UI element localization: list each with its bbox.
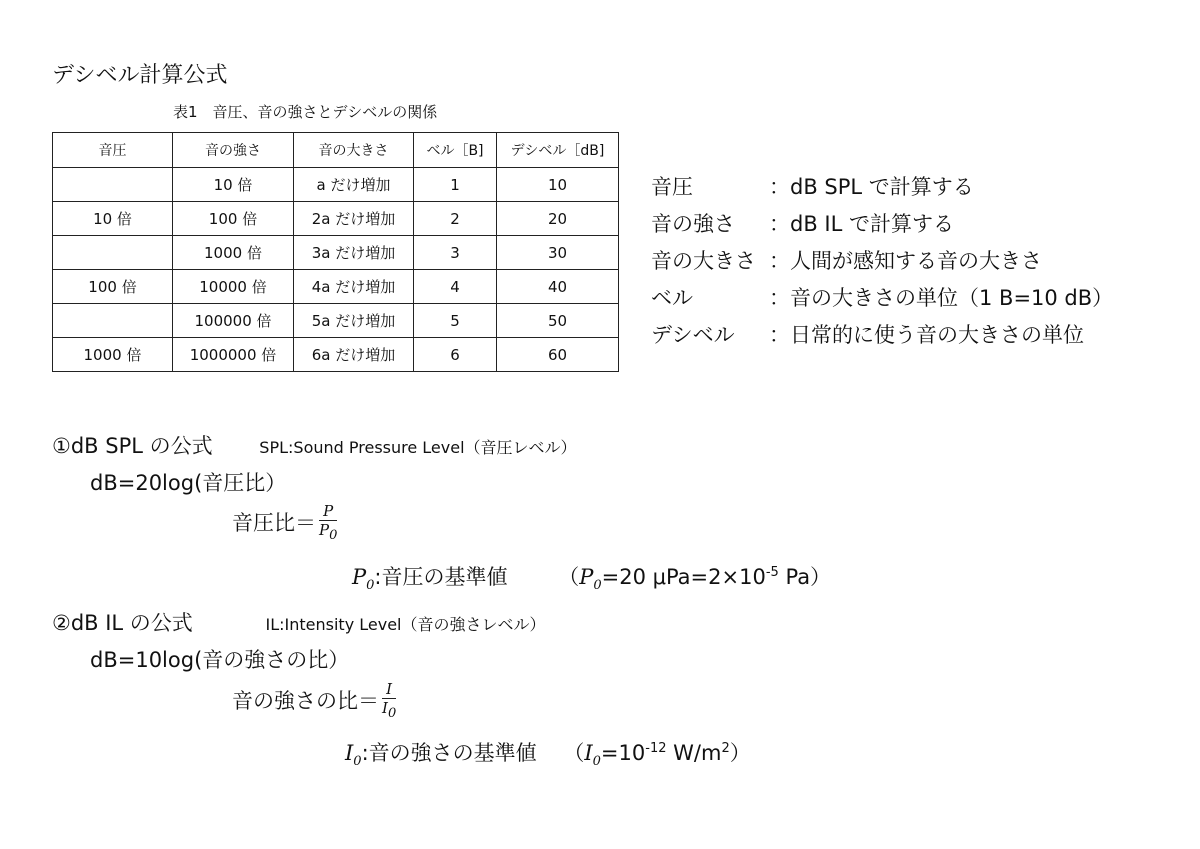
document-title: デシベル計算公式 (52, 63, 228, 88)
table-cell: a だけ増加 (294, 168, 414, 202)
il-ref-sub: 0 (353, 754, 362, 770)
il-ref-value: =10 (600, 741, 646, 765)
definition-item (651, 317, 1113, 354)
table-cell: 60 (497, 338, 619, 372)
il-heading-line (52, 607, 546, 637)
table-cell: 1 (414, 168, 497, 202)
il-reference (345, 737, 751, 769)
table-row (53, 270, 619, 304)
spl-den-sub: 0 (329, 528, 338, 543)
il-fraction-numerator: I (382, 681, 396, 699)
definition-desc: ：人間が感知する音の大きさ (769, 249, 1042, 273)
spl-ref-value: =20 μPa=2×10 (601, 565, 766, 589)
spl-ref-sub-2: 0 (593, 578, 602, 594)
table-cell: 4a だけ増加 (294, 270, 414, 304)
il-fraction (382, 681, 396, 723)
table-cell: 10 倍 (53, 202, 173, 236)
definition-item (651, 169, 1113, 206)
il-ref-sub-2: 0 (592, 754, 601, 770)
il-ref-close: ） (729, 741, 751, 765)
spl-fraction (319, 503, 337, 545)
table-cell: 30 (497, 236, 619, 270)
il-den-sub: 0 (387, 706, 397, 721)
spl-ref-open: （ (558, 565, 580, 589)
table-cell: 100000 倍 (173, 304, 294, 338)
il-subtitle: IL:Intensity Level（音の強さレベル） (265, 615, 546, 634)
spl-ref-symbol: P (352, 565, 367, 589)
table-row (53, 304, 619, 338)
table-cell: 10 (497, 168, 619, 202)
definition-desc: ：音の大きさの単位（1 B=10 dB） (769, 286, 1114, 310)
table-cell: 5 (414, 304, 497, 338)
table-cell: 1000 倍 (53, 338, 173, 372)
table-header-row (53, 133, 619, 168)
header-sound-pressure: 音圧 (53, 133, 173, 168)
il-ref-open: （ (563, 741, 585, 765)
definition-item (651, 206, 1113, 243)
definition-term: ベル (651, 286, 693, 310)
il-ratio-label: 音の強さの比＝ (232, 689, 379, 713)
spl-heading-line (52, 430, 577, 460)
definition-item (651, 280, 1113, 317)
definition-term: 音の大きさ (651, 249, 756, 273)
spl-heading: ①dB SPL の公式 (52, 434, 213, 458)
table-cell: 2a だけ増加 (294, 202, 414, 236)
definition-item (651, 243, 1113, 280)
il-ref-exponent: -12 (645, 741, 667, 756)
table-cell: 40 (497, 270, 619, 304)
il-ref-unit: W/m (666, 741, 722, 765)
table-cell: 6 (414, 338, 497, 372)
il-ref-symbol-2: I (584, 741, 593, 765)
il-ref-symbol: I (345, 741, 354, 765)
il-heading: ②dB IL の公式 (52, 611, 193, 635)
il-fraction-denominator (382, 699, 396, 723)
header-sound-intensity: 音の強さ (173, 133, 294, 168)
spl-ratio (232, 503, 337, 545)
table-row (53, 168, 619, 202)
spl-ref-text: :音圧の基準値 (374, 565, 508, 589)
table-row (53, 202, 619, 236)
header-bel: ベル［B] (414, 133, 497, 168)
table-cell: 50 (497, 304, 619, 338)
il-den-base: I (382, 699, 388, 717)
table-cell (53, 168, 173, 202)
table-cell: 1000000 倍 (173, 338, 294, 372)
il-ref-unit-exponent: 2 (721, 741, 730, 756)
il-formula: dB=10log(音の強さの比） (90, 648, 350, 672)
definition-term: 音の強さ (651, 212, 735, 236)
spl-formula: dB=20log(音圧比） (90, 471, 287, 495)
table-cell: 5a だけ増加 (294, 304, 414, 338)
table-cell: 10 倍 (173, 168, 294, 202)
spl-ref-sub: 0 (366, 578, 375, 594)
table-cell (53, 236, 173, 270)
table-cell: 1000 倍 (173, 236, 294, 270)
spl-ref-unit: Pa） (778, 565, 832, 589)
spl-subtitle: SPL:Sound Pressure Level（音圧レベル） (259, 438, 577, 457)
definition-term: デシベル (651, 323, 735, 347)
table-cell: 3 (414, 236, 497, 270)
table-row (53, 338, 619, 372)
spl-ref-symbol-2: P (579, 565, 594, 589)
decibel-table (52, 132, 619, 372)
definition-desc: ：dB IL で計算する (769, 212, 954, 236)
table-cell: 4 (414, 270, 497, 304)
table-cell: 2 (414, 202, 497, 236)
table-cell: 6a だけ増加 (294, 338, 414, 372)
spl-fraction-numerator: P (319, 503, 337, 521)
table-cell: 20 (497, 202, 619, 236)
table-caption: 表1 音圧、音の強さとデシベルの関係 (173, 103, 438, 121)
table-row (53, 236, 619, 270)
il-ratio (232, 681, 396, 723)
il-ref-text: :音の強さの基準値 (361, 741, 537, 765)
spl-reference (352, 561, 831, 593)
definitions-list (651, 169, 1113, 354)
spl-fraction-denominator (319, 521, 337, 545)
table-cell: 3a だけ増加 (294, 236, 414, 270)
definition-desc: ：dB SPL で計算する (769, 175, 974, 199)
table-cell: 10000 倍 (173, 270, 294, 304)
spl-den-base: P (319, 521, 330, 539)
spl-ratio-label: 音圧比＝ (232, 511, 316, 535)
definition-desc: ：日常的に使う音の大きさの単位 (769, 323, 1084, 347)
spl-ref-exponent: -5 (765, 565, 779, 580)
definition-term: 音圧 (651, 175, 693, 199)
table-cell: 100 倍 (173, 202, 294, 236)
table-cell: 100 倍 (53, 270, 173, 304)
header-loudness: 音の大きさ (294, 133, 414, 168)
header-decibel: デシベル［dB] (497, 133, 619, 168)
table-cell (53, 304, 173, 338)
